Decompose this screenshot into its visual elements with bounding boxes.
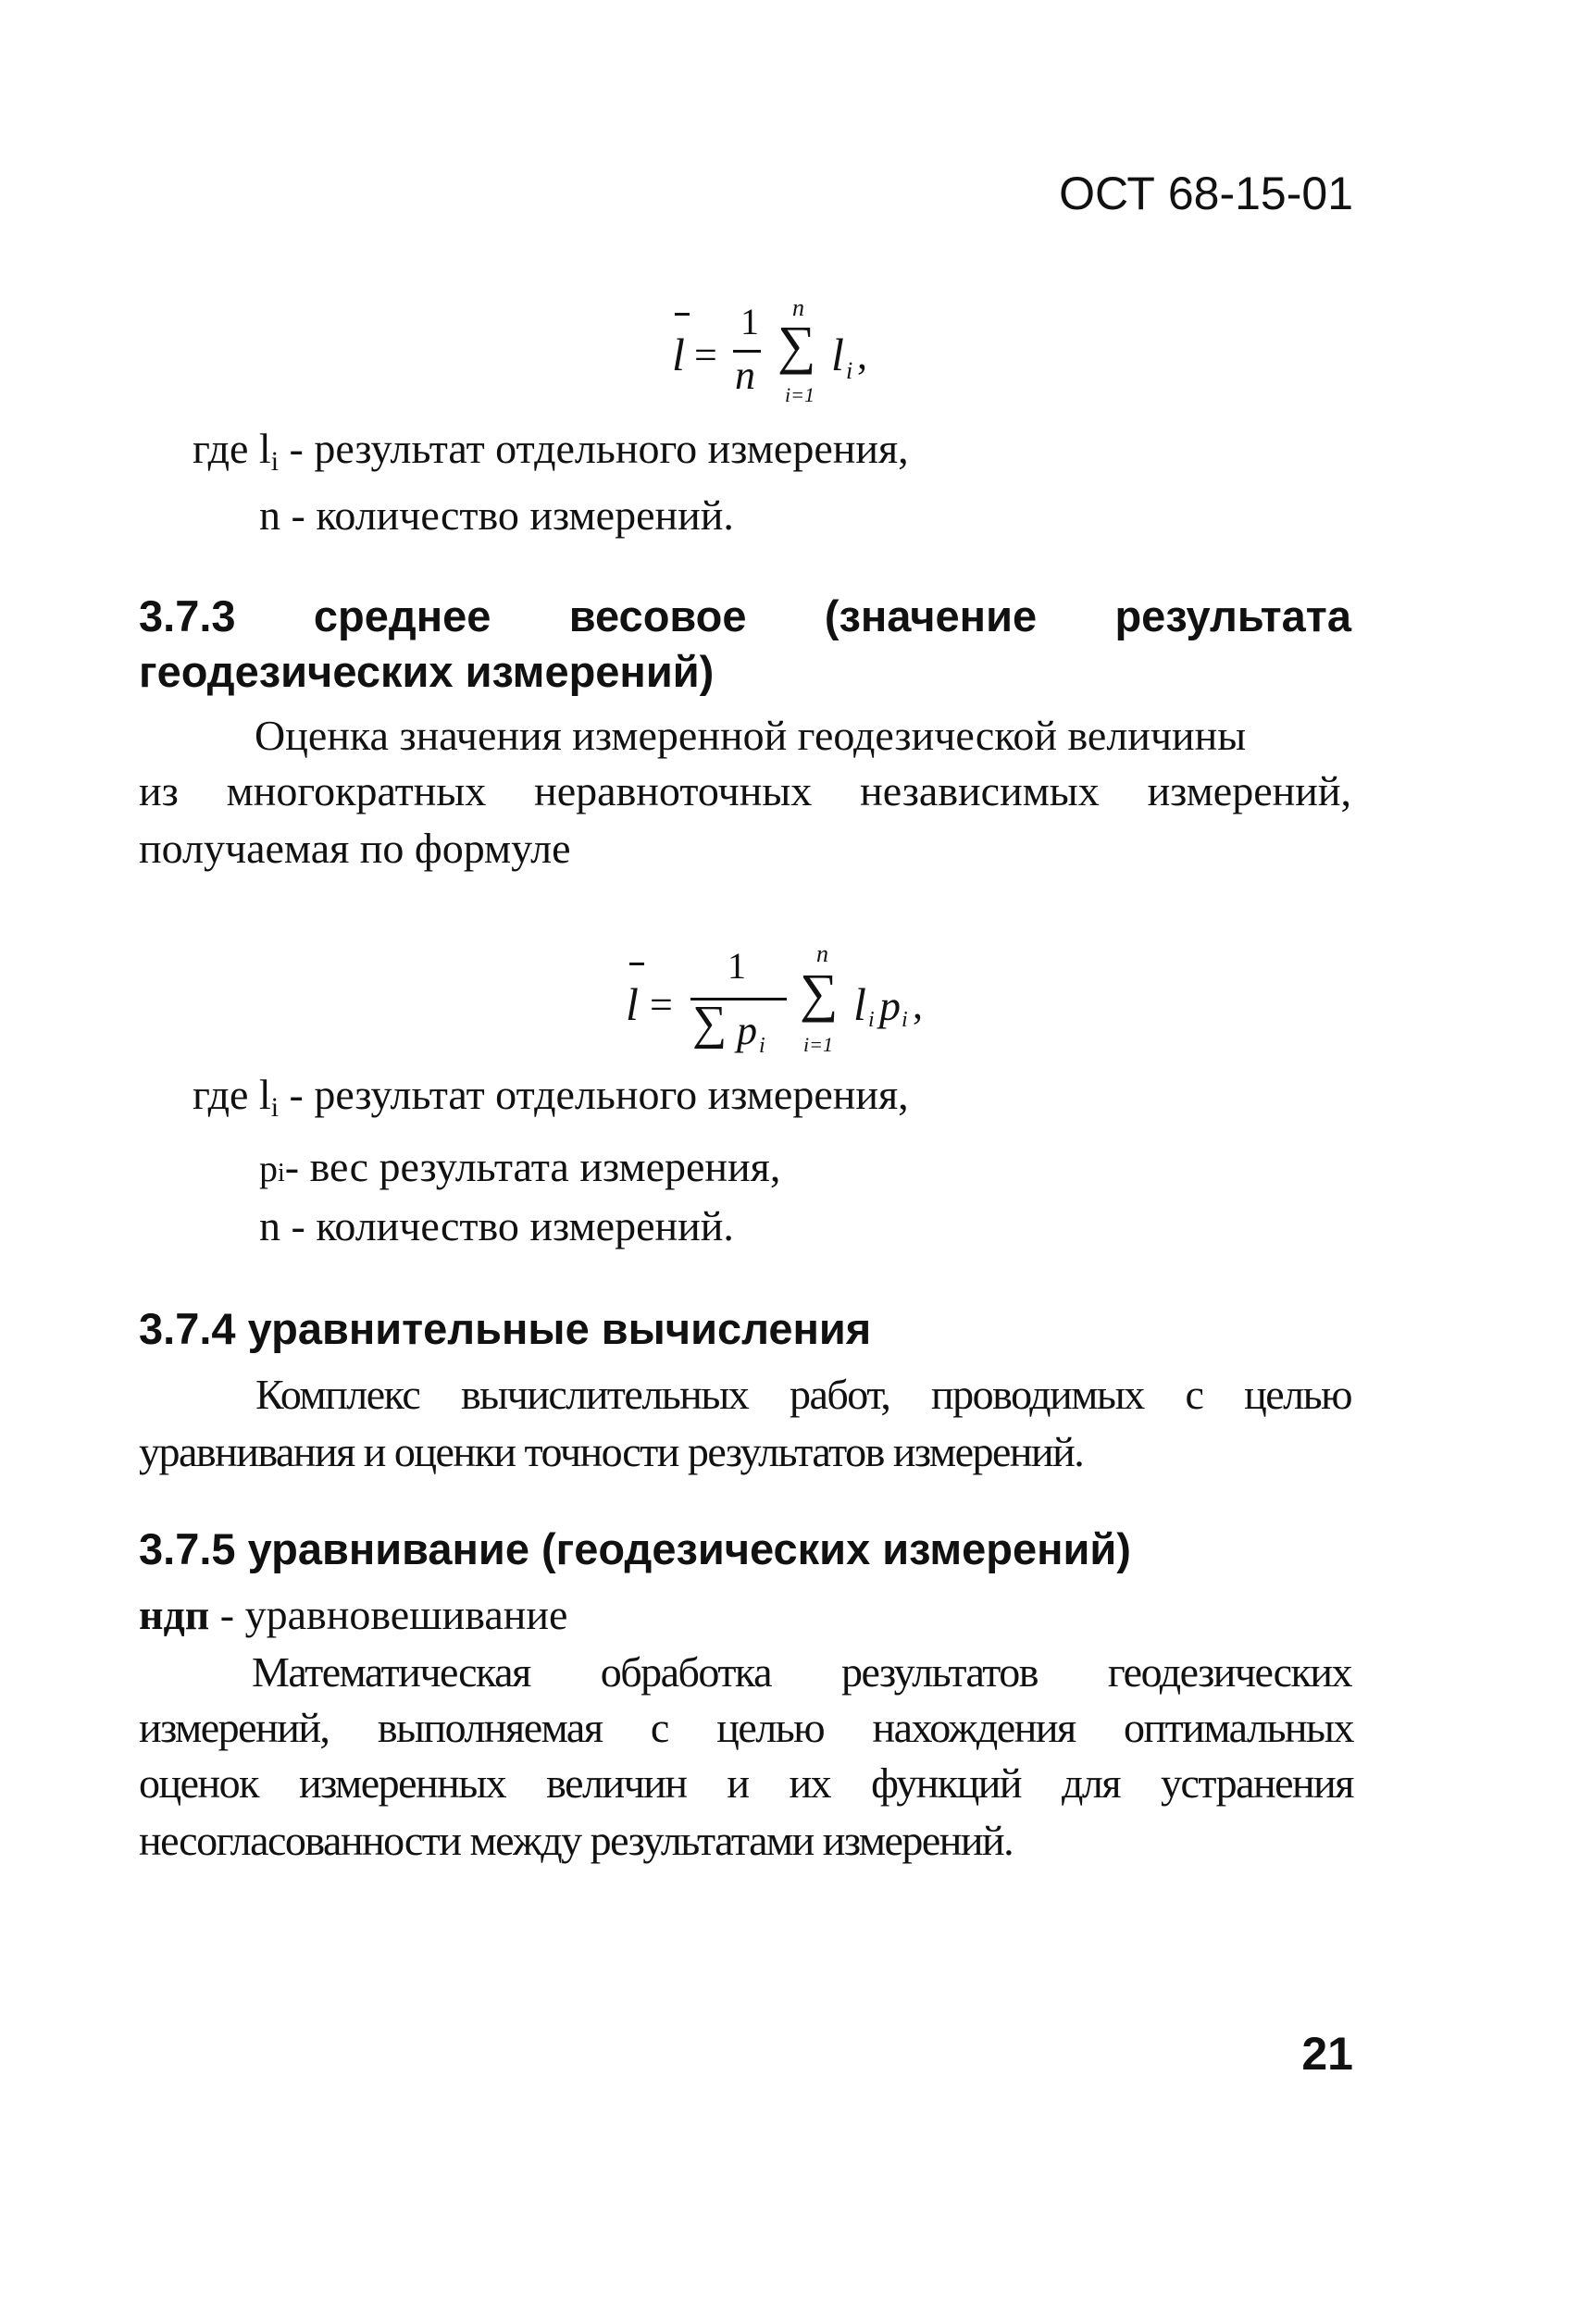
section-373-body-line3: получаемая по формуле xyxy=(139,825,571,872)
heading-375: 3.7.5 уравнивание (геодезических измерений) xyxy=(139,1524,1131,1573)
formula-weighted-mean xyxy=(618,935,951,1074)
where1-line2: n - количество измерений. xyxy=(259,491,734,539)
where2-line2: pi- вес результата измерения, xyxy=(259,1143,781,1190)
section-373-body-line2: из многократных неравноточных независимых измерений, xyxy=(139,767,1351,814)
section-375-ndp: ндп - уравновешивание xyxy=(139,1591,568,1638)
ndp-label: ндп xyxy=(139,1591,210,1638)
section-374-body-line2: уравнивания и оценки точности результатов измерений. xyxy=(139,1428,1084,1475)
formula2-den-term: p xyxy=(737,1008,757,1053)
document-code: ОСТ 68-15-01 xyxy=(1059,168,1353,219)
formula2-den-sub: i xyxy=(759,1034,765,1058)
formula2-term-sub: i xyxy=(868,1008,875,1032)
formula-equals: = xyxy=(694,332,717,378)
heading-373-line1: 3.7.3 среднее весовое (значение результата xyxy=(139,591,1351,640)
formula2-equals: = xyxy=(650,982,673,1027)
formula2-tail: , xyxy=(913,982,923,1027)
page-number: 21 xyxy=(1301,2028,1353,2080)
formula2-term: l xyxy=(853,978,866,1030)
formula2-term2: p xyxy=(879,982,901,1029)
formula2-lower-limit: i=1 xyxy=(803,1033,833,1056)
section-375-body-line2: измерений, выполняемая с целью нахождения оптимальных xyxy=(139,1704,1353,1751)
formula-term-sub: i xyxy=(846,357,853,384)
sigma-icon: ∑ xyxy=(800,963,839,1023)
formula2-numerator: 1 xyxy=(728,945,746,987)
formula-lower-limit: i=1 xyxy=(785,383,815,406)
formula-overline xyxy=(675,313,690,316)
section-375-body-line3: оценок измеренных величин и их функций для устранения xyxy=(139,1759,1353,1807)
section-375-body-line4: несогласованности между результатами измерений. xyxy=(139,1817,1014,1864)
formula-lhs: l xyxy=(672,329,685,380)
where2-line1: где $l_i$ - результат отдельного измерения, xyxy=(193,1071,909,1123)
section-374-body-line1: Комплекс вычислительных работ, проводимых с целью xyxy=(255,1371,1351,1418)
heading-374: 3.7.4 уравнительные вычисления xyxy=(139,1304,872,1353)
formula2-overline xyxy=(629,963,644,965)
where2-line3: n - количество измерений. xyxy=(259,1202,734,1249)
formula-term: l xyxy=(831,329,844,380)
sigma-icon: ∑ xyxy=(777,315,816,375)
formula-numerator: 1 xyxy=(740,301,759,342)
heading-373-line2: геодезических измерений) xyxy=(139,647,715,696)
formula-tail: , xyxy=(857,332,867,378)
formula-upper-limit: n xyxy=(792,294,804,321)
formula2-upper-limit: n xyxy=(816,940,828,967)
section-375-body-line1: Математическая обработка результатов геодезических xyxy=(252,1648,1351,1696)
sigma-icon: ∑ xyxy=(692,997,728,1050)
formula-arithmetic-mean xyxy=(666,296,907,416)
formula2-term2-sub: i xyxy=(902,1008,908,1032)
formula-denominator: n xyxy=(735,353,755,398)
where1-line1: где $l_i$ - результат отдельного измерения, xyxy=(193,425,909,477)
formula2-lhs: l xyxy=(626,978,639,1030)
section-373-body-line1: Оценка значения измеренной геодезической величины xyxy=(255,712,1247,759)
